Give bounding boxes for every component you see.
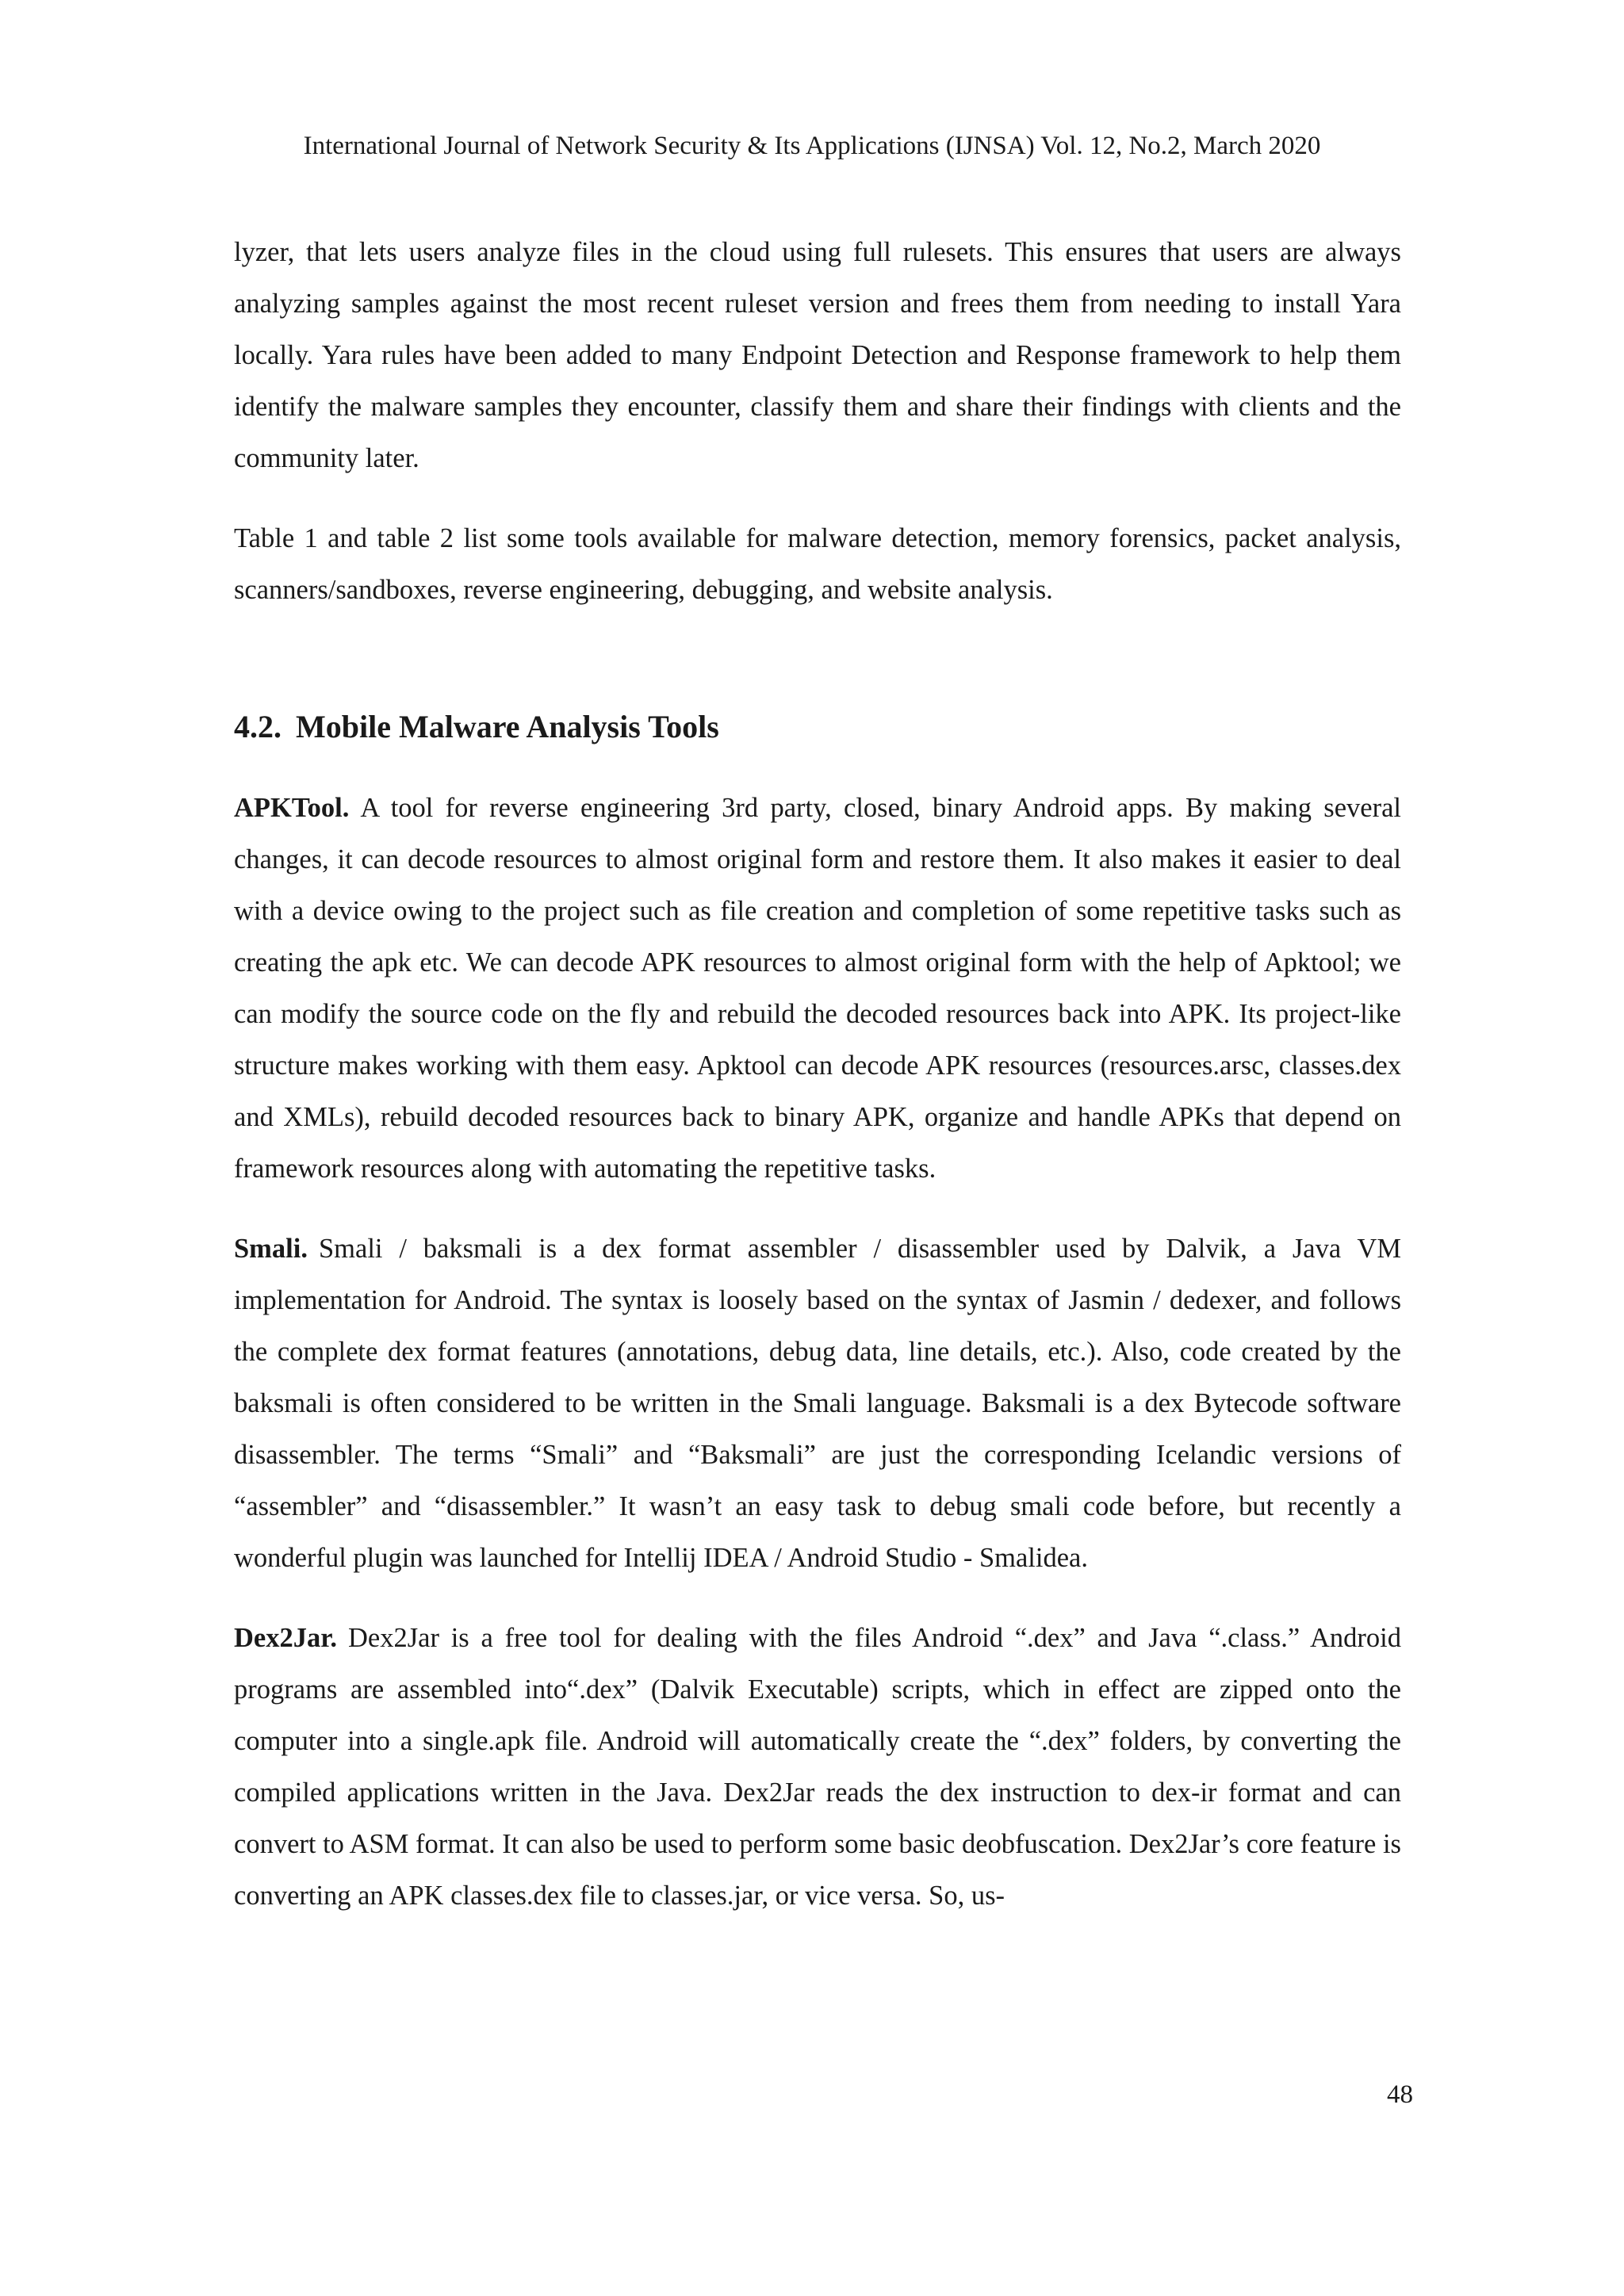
running-header: International Journal of Network Security & Its Applications (IJNSA) Vol. 12, No.2, March 2020 bbox=[303, 132, 1321, 160]
tool-text-apktool: A tool for reverse engineering 3rd party, closed, binary Android apps. By making several changes, it can decode resources to almost original form and restore them. It also makes it easier to deal with a device owing to the project such as file creation and completion of some repetitive tasks such as creating the apk etc. We can decode APK resources to almost original form with the help of Apktool; we can modify the source code on the fly and rebuild the decoded resources back into APK. Its project-like structure makes working with them easy. Apktool can decode APK resources (resources.arsc, classes.dex and XMLs), rebuild decoded resources back to binary APK, organize and handle APKs that depend on framework resources along with automating the repetitive tasks. bbox=[234, 793, 1401, 1184]
paragraph-apktool bbox=[234, 783, 1401, 1195]
tool-name-smali: Smali. bbox=[234, 1234, 308, 1264]
tool-name-dex2jar: Dex2Jar. bbox=[234, 1623, 337, 1653]
paragraph-smali bbox=[234, 1223, 1401, 1584]
tool-text-dex2jar: Dex2Jar is a free tool for dealing with the files Android “.dex” and Java “.class.” Android programs are assembled into“.dex” (Dalvik Executable) scripts, which in effect are zipped onto the computer into a single.apk file. Android will automatically create the “.dex” folders, by converting the compiled applications written in the Java. Dex2Jar reads the dex instruction to dex-ir format and can convert to ASM format. It can also be used to perform some basic deobfuscation. Dex2Jar’s core feature is converting an APK classes.dex file to classes.jar, or vice versa. So, us- bbox=[234, 1623, 1401, 1911]
tool-name-apktool: APKTool. bbox=[234, 793, 350, 823]
paragraph-yara-continuation: lyzer, that lets users analyze files in the cloud using full rulesets. This ensures that users are always analyzing samples against the most recent ruleset version and frees them from needing to install Yara locally. Yara rules have been added to many Endpoint Detection and Response framework to help them identify the malware samples they encounter, classify them and share their findings with clients and the community later. bbox=[234, 237, 1401, 473]
section-number: 4.2. bbox=[234, 709, 282, 744]
page-number: 48 bbox=[1387, 2080, 1413, 2109]
paragraph-tables-intro: Table 1 and table 2 list some tools available for malware detection, memory forensics, packet analysis, scanners/sandboxes, reverse engineering, debugging, and website analysis. bbox=[234, 523, 1401, 605]
section-title: Mobile Malware Analysis Tools bbox=[296, 709, 719, 744]
tool-text-smali: Smali / baksmali is a dex format assembler / disassembler used by Dalvik, a Java VM implementation for Android. The syntax is loosely based on the syntax of Jasmin / dedexer, and follows the complete dex format features (annotations, debug data, line details, etc.). Also, code created by the baksmali is often considered to be written in the Smali language. Baksmali is a dex Bytecode software disassembler. The terms “Smali” and “Baksmali” are just the corresponding Icelandic versions of “assembler” and “disassembler.” It wasn’t an easy task to debug smali code before, but recently a wonderful plugin was launched for Intellij IDEA / Android Studio - Smalidea. bbox=[234, 1234, 1401, 1573]
section-heading bbox=[234, 708, 1401, 746]
paragraph-dex2jar bbox=[234, 1613, 1401, 1922]
body-text bbox=[234, 227, 1401, 1950]
